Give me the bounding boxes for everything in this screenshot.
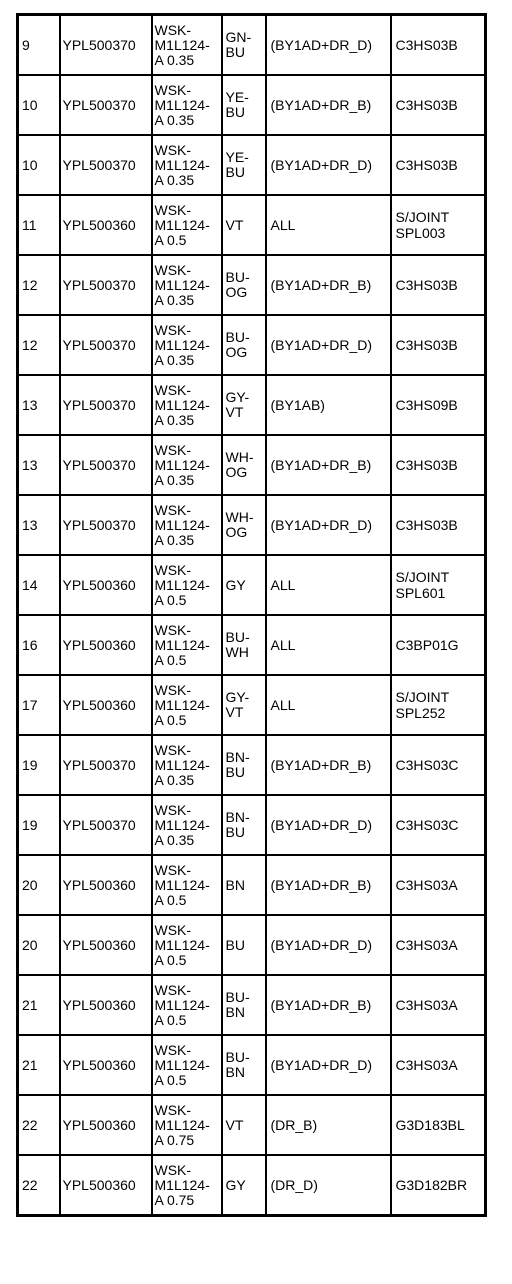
condition-cell: ALL (266, 615, 391, 675)
part-number-cell: YPL500370 (60, 255, 152, 315)
circuit-number-cell: 10 (18, 75, 60, 135)
circuit-number-cell: 12 (18, 255, 60, 315)
part-number-cell: YPL500360 (60, 1095, 152, 1155)
part-number-cell: YPL500360 (60, 615, 152, 675)
wire-spec-cell: WSK- M1L124- A 0.5 (152, 1035, 222, 1095)
part-number-cell: YPL500370 (60, 435, 152, 495)
wire-color-cell: BU- OG (222, 315, 266, 375)
table-row (18, 75, 486, 135)
table-row (18, 735, 486, 795)
condition-cell: (BY1AB) (266, 375, 391, 435)
table-row (18, 375, 486, 435)
part-number-cell: YPL500370 (60, 735, 152, 795)
wire-spec-cell: WSK- M1L124- A 0.5 (152, 195, 222, 255)
condition-cell: ALL (266, 555, 391, 615)
destination-cell: C3HS03B (391, 435, 486, 495)
wire-color-cell: BU- OG (222, 255, 266, 315)
circuit-number-cell: 12 (18, 315, 60, 375)
part-number-cell: YPL500370 (60, 495, 152, 555)
table-row (18, 135, 486, 195)
circuit-number-cell: 22 (18, 1095, 60, 1155)
wire-spec-cell: WSK- M1L124- A 0.5 (152, 975, 222, 1035)
destination-cell: C3HS03B (391, 315, 486, 375)
part-number-cell: YPL500370 (60, 375, 152, 435)
circuit-number-cell: 9 (18, 15, 60, 76)
wire-spec-cell: WSK- M1L124- A 0.75 (152, 1155, 222, 1216)
destination-cell: C3HS03B (391, 255, 486, 315)
wire-spec-cell: WSK- M1L124- A 0.5 (152, 555, 222, 615)
table-row (18, 435, 486, 495)
destination-cell: S/JOINT SPL003 (391, 195, 486, 255)
wire-spec-cell: WSK- M1L124- A 0.35 (152, 435, 222, 495)
table-row (18, 795, 486, 855)
wire-color-cell: BU (222, 915, 266, 975)
condition-cell: (BY1AD+DR_B) (266, 435, 391, 495)
part-number-cell: YPL500360 (60, 1035, 152, 1095)
destination-cell: C3HS03A (391, 975, 486, 1035)
table-row (18, 315, 486, 375)
condition-cell: ALL (266, 195, 391, 255)
circuit-number-cell: 20 (18, 855, 60, 915)
condition-cell: (BY1AD+DR_B) (266, 855, 391, 915)
wire-color-cell: VT (222, 195, 266, 255)
table-row (18, 1035, 486, 1095)
part-number-cell: YPL500360 (60, 855, 152, 915)
circuit-number-cell: 21 (18, 975, 60, 1035)
wire-color-cell: BU- BN (222, 1035, 266, 1095)
part-number-cell: YPL500360 (60, 675, 152, 735)
wire-color-cell: WH- OG (222, 495, 266, 555)
wire-spec-cell: WSK- M1L124- A 0.5 (152, 615, 222, 675)
wiring-table-body (18, 15, 486, 1216)
condition-cell: (BY1AD+DR_D) (266, 315, 391, 375)
wire-color-cell: VT (222, 1095, 266, 1155)
condition-cell: (BY1AD+DR_B) (266, 255, 391, 315)
destination-cell: S/JOINT SPL252 (391, 675, 486, 735)
destination-cell: C3HS03B (391, 15, 486, 76)
circuit-number-cell: 13 (18, 495, 60, 555)
wire-spec-cell: WSK- M1L124- A 0.35 (152, 15, 222, 76)
table-row (18, 615, 486, 675)
wire-spec-cell: WSK- M1L124- A 0.35 (152, 375, 222, 435)
table-row (18, 675, 486, 735)
condition-cell: (BY1AD+DR_B) (266, 75, 391, 135)
destination-cell: C3HS03B (391, 495, 486, 555)
part-number-cell: YPL500360 (60, 915, 152, 975)
wire-spec-cell: WSK- M1L124- A 0.75 (152, 1095, 222, 1155)
table-row (18, 1095, 486, 1155)
wire-spec-cell: WSK- M1L124- A 0.35 (152, 75, 222, 135)
circuit-number-cell: 17 (18, 675, 60, 735)
part-number-cell: YPL500370 (60, 315, 152, 375)
table-row (18, 15, 486, 76)
destination-cell: C3HS03C (391, 735, 486, 795)
condition-cell: (DR_D) (266, 1155, 391, 1216)
wire-color-cell: GY- VT (222, 675, 266, 735)
wire-spec-cell: WSK- M1L124- A 0.35 (152, 735, 222, 795)
circuit-number-cell: 14 (18, 555, 60, 615)
table-row (18, 195, 486, 255)
circuit-number-cell: 16 (18, 615, 60, 675)
part-number-cell: YPL500360 (60, 555, 152, 615)
part-number-cell: YPL500370 (60, 795, 152, 855)
circuit-number-cell: 13 (18, 435, 60, 495)
table-row (18, 915, 486, 975)
condition-cell: (BY1AD+DR_D) (266, 795, 391, 855)
circuit-number-cell: 22 (18, 1155, 60, 1216)
table-row (18, 975, 486, 1035)
circuit-number-cell: 20 (18, 915, 60, 975)
wire-color-cell: BN- BU (222, 795, 266, 855)
wire-color-cell: GY (222, 1155, 266, 1216)
part-number-cell: YPL500370 (60, 15, 152, 76)
wire-color-cell: BN- BU (222, 735, 266, 795)
table-row (18, 855, 486, 915)
destination-cell: C3HS03A (391, 1035, 486, 1095)
wire-color-cell: YE- BU (222, 135, 266, 195)
part-number-cell: YPL500370 (60, 135, 152, 195)
part-number-cell: YPL500370 (60, 75, 152, 135)
wire-color-cell: WH- OG (222, 435, 266, 495)
circuit-number-cell: 11 (18, 195, 60, 255)
wire-spec-cell: WSK- M1L124- A 0.35 (152, 255, 222, 315)
wire-spec-cell: WSK- M1L124- A 0.35 (152, 315, 222, 375)
destination-cell: C3HS03B (391, 75, 486, 135)
destination-cell: G3D182BR (391, 1155, 486, 1216)
destination-cell: C3HS09B (391, 375, 486, 435)
wire-color-cell: GN- BU (222, 15, 266, 76)
part-number-cell: YPL500360 (60, 975, 152, 1035)
condition-cell: ALL (266, 675, 391, 735)
wire-spec-cell: WSK- M1L124- A 0.5 (152, 855, 222, 915)
wire-color-cell: GY (222, 555, 266, 615)
destination-cell: C3HS03C (391, 795, 486, 855)
circuit-number-cell: 19 (18, 795, 60, 855)
table-row (18, 255, 486, 315)
part-number-cell: YPL500360 (60, 1155, 152, 1216)
wiring-table (16, 13, 487, 1217)
condition-cell: (BY1AD+DR_D) (266, 495, 391, 555)
wire-spec-cell: WSK- M1L124- A 0.5 (152, 915, 222, 975)
condition-cell: (BY1AD+DR_B) (266, 735, 391, 795)
wire-spec-cell: WSK- M1L124- A 0.35 (152, 135, 222, 195)
condition-cell: (BY1AD+DR_D) (266, 915, 391, 975)
circuit-number-cell: 19 (18, 735, 60, 795)
destination-cell: C3HS03A (391, 915, 486, 975)
circuit-number-cell: 10 (18, 135, 60, 195)
wire-spec-cell: WSK- M1L124- A 0.35 (152, 495, 222, 555)
destination-cell: S/JOINT SPL601 (391, 555, 486, 615)
destination-cell: C3HS03A (391, 855, 486, 915)
wire-color-cell: BU- WH (222, 615, 266, 675)
wire-color-cell: BN (222, 855, 266, 915)
condition-cell: (BY1AD+DR_D) (266, 135, 391, 195)
wire-color-cell: BU- BN (222, 975, 266, 1035)
circuit-number-cell: 13 (18, 375, 60, 435)
destination-cell: G3D183BL (391, 1095, 486, 1155)
wire-color-cell: GY- VT (222, 375, 266, 435)
table-row (18, 555, 486, 615)
wire-spec-cell: WSK- M1L124- A 0.35 (152, 795, 222, 855)
wire-spec-cell: WSK- M1L124- A 0.5 (152, 675, 222, 735)
part-number-cell: YPL500360 (60, 195, 152, 255)
wire-color-cell: YE- BU (222, 75, 266, 135)
destination-cell: C3HS03B (391, 135, 486, 195)
table-row (18, 495, 486, 555)
circuit-number-cell: 21 (18, 1035, 60, 1095)
condition-cell: (BY1AD+DR_D) (266, 15, 391, 76)
condition-cell: (DR_B) (266, 1095, 391, 1155)
condition-cell: (BY1AD+DR_D) (266, 1035, 391, 1095)
destination-cell: C3BP01G (391, 615, 486, 675)
table-row (18, 1155, 486, 1216)
condition-cell: (BY1AD+DR_B) (266, 975, 391, 1035)
